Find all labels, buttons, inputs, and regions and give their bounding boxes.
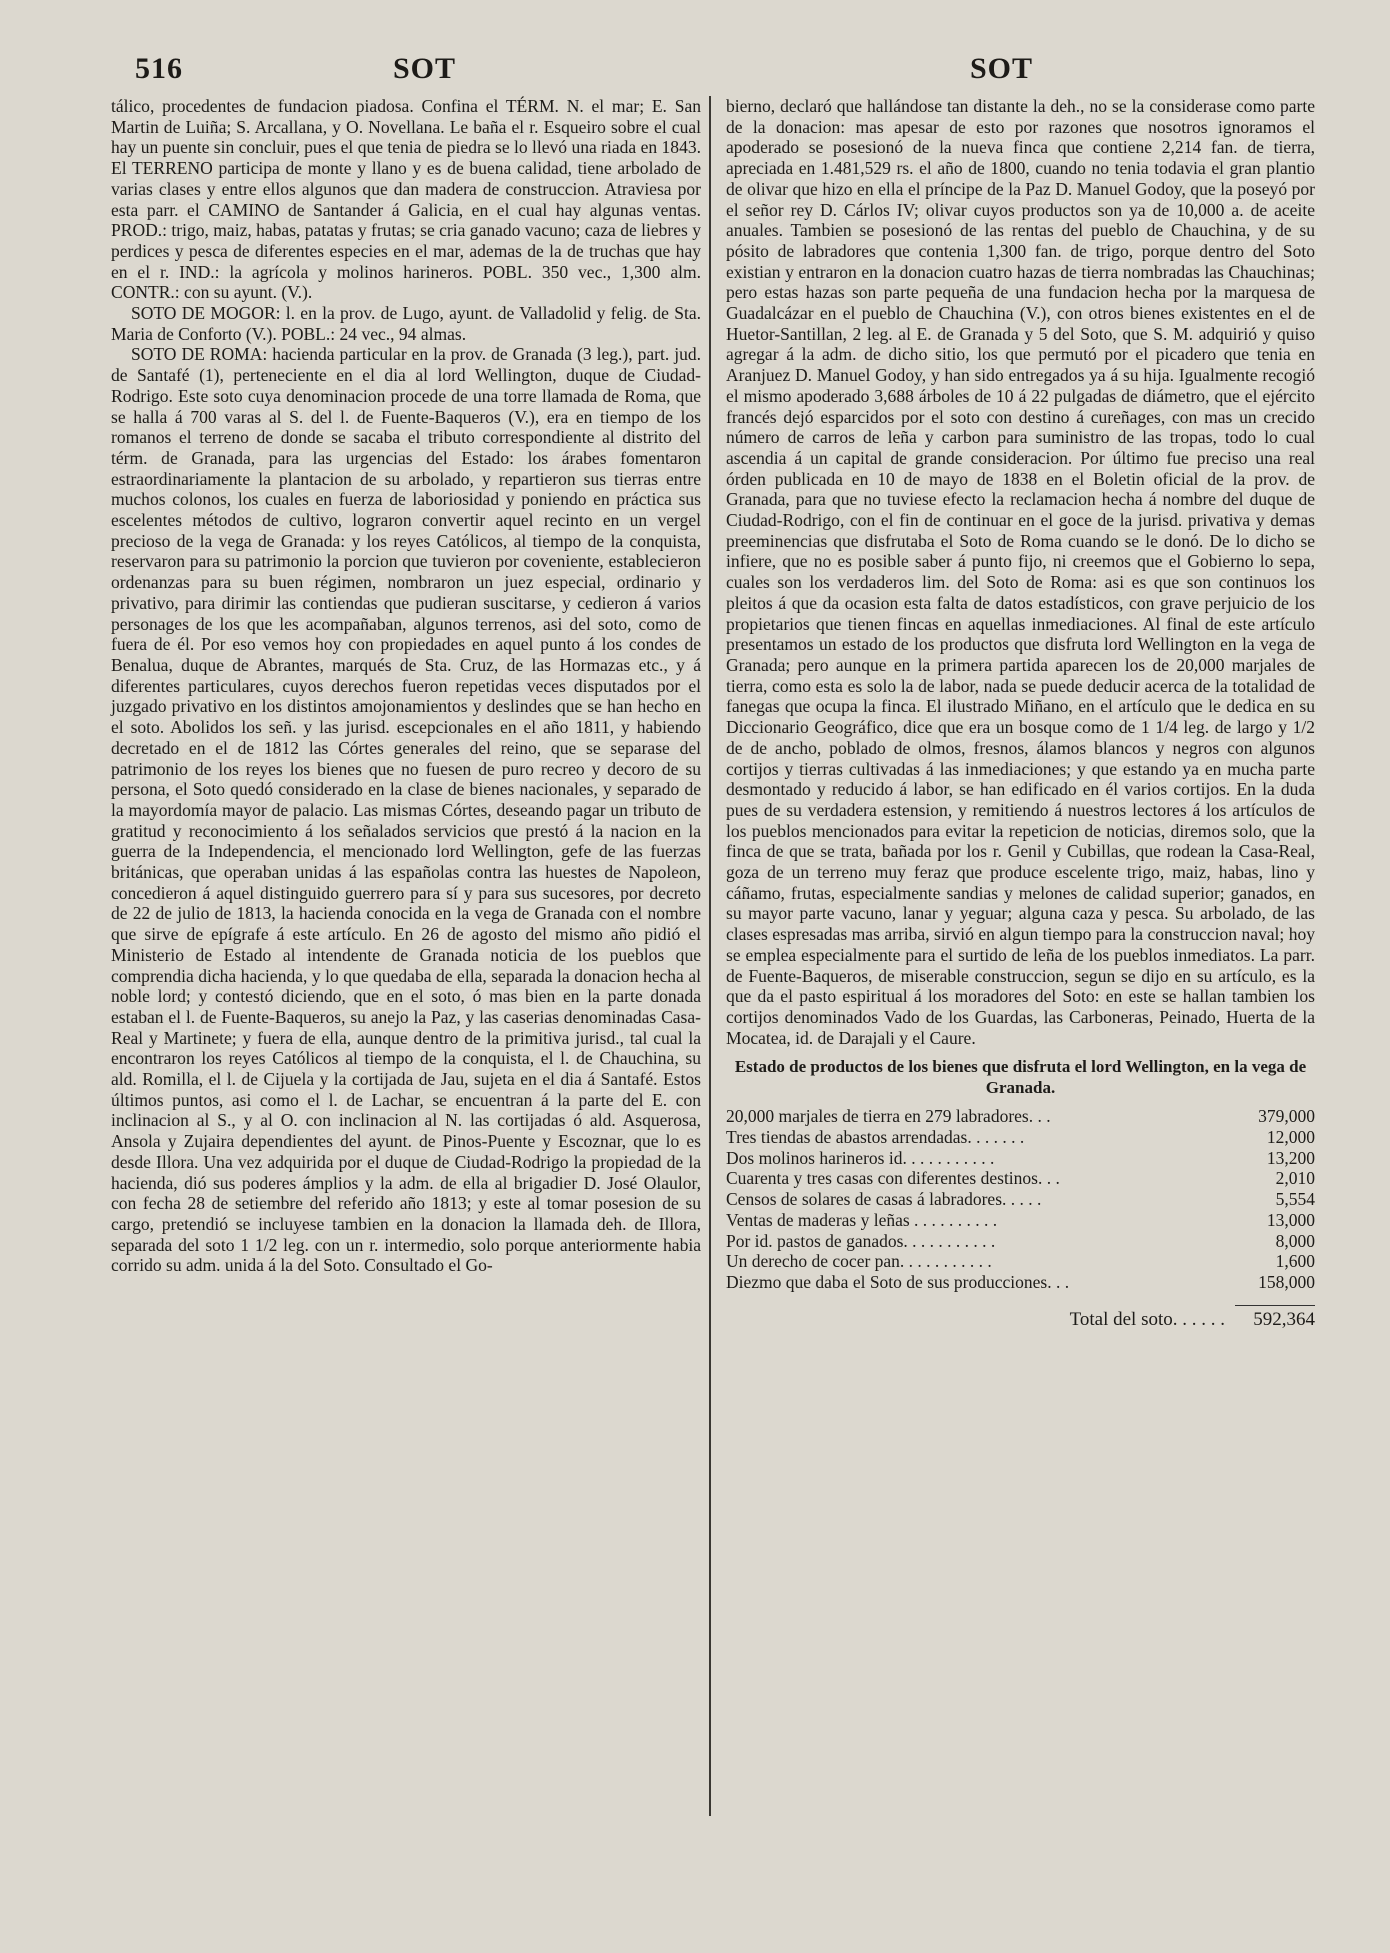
table-row-value: 1,600 <box>1275 1251 1315 1272</box>
table-row-value: 8,000 <box>1275 1230 1315 1251</box>
table-row <box>726 1272 1315 1293</box>
left-running-head: SOT <box>393 52 457 85</box>
table-row-label: Dos molinos harineros id. . . . . . . . . . . <box>726 1147 995 1168</box>
total-value: 592,364 <box>1235 1305 1315 1330</box>
products-table <box>726 1106 1315 1292</box>
table-row-label: 20,000 marjales de tierra en 279 labradores. . . <box>726 1106 1051 1127</box>
table-row <box>726 1231 1315 1252</box>
column-divider <box>709 96 711 1816</box>
table-row-label: Un derecho de cocer pan. . . . . . . . . . . <box>726 1251 992 1272</box>
total-row <box>726 1305 1315 1331</box>
table-row <box>726 1106 1315 1127</box>
table-row <box>726 1251 1315 1272</box>
table-row-value: 13,200 <box>1266 1147 1315 1168</box>
total-label: Total del soto. . . . . . <box>1069 1308 1225 1330</box>
table-row-value: 379,000 <box>1258 1106 1315 1127</box>
table-row-label: Tres tiendas de abastos arrendadas. . . . . . . <box>726 1127 1025 1148</box>
right-column <box>726 96 1315 1330</box>
table-row-label: Ventas de maderas y leñas . . . . . . . . . . <box>726 1209 998 1230</box>
left-column <box>111 96 701 1276</box>
paragraph-soto-de-roma-cont: bierno, declaró que hallándose tan distante la deh., no se la considerase como parte de la donacion: mas apesar de esto por razones que nosotros ignoramos el apoderado se posesionó de la nueva finca que contiene 2,214 fan. de tierra, apreciada en 1.481,529 rs. el año de 1800, cuando no tenia todavia el gran plantio de olivar que hizo en ella el príncipe de la Paz D. Manuel Godoy, que la poseyó por el señor rey D. Cárlos IV; olivar cuyos productos son ya de 10,000 a. de aceite anuales. Tambien se posesionó de las rentas del pueblo de Chauchina, y de su pósito de labradores que contenia 1,300 fan. de trigo, porque dentro del Soto existian y entraron en la donacion cuatro hazas de tierra nombradas las Chauchinas; pero estas hazas son parte pequeña de una fundacion hecha por la marquesa de Guadalcázar en el pueblo de Chauchina (V.), con otros bienes existentes en el de Huetor-Santillan, 2 leg. al E. de Granada y 5 del Soto, que S. M. adquirió y quiso agregar á la adm. de dicho sitio, los que permutó por el picadero que tenia en Aranjuez D. Manuel Godoy, y han sido entregados ya á su hija. Igualmente recogió el mismo apoderado 3,688 árboles de 10 á 22 pulgadas de diámetro, que el ejército francés dejó esparcidos por el soto con destino á cureñages, con mas un crecido número de carros de leña y carbon para suministro de las tropas, todo lo cual ascendia á un capital de grande consideracion. Por último fue preciso una real órden publicada en 10 de mayo de 1838 en el Boletin oficial de la prov. de Granada, para que no tuviese efecto la reclamacion hecha á nombre del duque de Ciudad-Rodrigo, con el fin de continuar en el goce de la jurisd. privativa y demas preeminencias que disfrutaba el Soto de Roma cuando se le donó. De lo dicho se infiere, que no es posible saber á punto fijo, ni creemos que el Gobierno lo sepa, cuales son los verdaderos lim. del Soto de Roma: asi es que son continuos los pleitos á que da ocasion esta falta de datos estadísticos, con grave perjuicio de los propietarios que tienen fincas en aquellas inmediaciones. Al final de este artículo presentamos un estado de los productos que disfruta lord Wellington en la vega de Granada; pero aunque en la primera partida aparecen los de 20,000 marjales de tierra, como esta es solo la de labor, nada se puede deducir acerca de la totalidad de fanegas que ocupa la finca. El ilustrado Miñano, en el artículo que le dedica en su Diccionario Geográfico, dice que era un bosque como de 1 1/4 leg. de largo y 1/2 de de ancho, poblado de olmos, fresnos, álamos blancos y negros con algunos cortijos y tierras cultivadas á las inmediaciones; y que estando ya en mucha parte desmontado y reducido á labor, se han edificado en él varios cortijos. En la duda pues de su verdadera estension, y remitiendo á nuestros lectores á los artículos de los pueblos mencionados para evitar la repeticion de noticias, diremos solo, que la finca de que se trata, bañada por los r. Genil y Cubillas, que rodean la Casa-Real, goza de un terreno muy feraz que produce escelente trigo, maiz, habas, lino y cáñamo, frutas, especialmente sandias y melones de calidad superior; ganados, en su mayor parte vacuno, lanar y yeguar; alguna caza y pesca. Su arbolado, de las clases espresadas mas arriba, sirvió en algun tiempo para la construccion naval; hoy se emplea especialmente para el surtido de leña de los pueblos inmediatos. La parr. de Fuente-Baqueros, de miserable construccion, segun se dijo en su artículo, es la que da el pasto espiritual á los moradores del Soto: en este se hallan tambien los cortijos denominados Vado de los Guardas, las Carboneras, Peinado, Huerta de la Mocatea, id. de Darajali y el Caure. <box>726 96 1315 1048</box>
table-row-label: Por id. pastos de ganados. . . . . . . . . . . <box>726 1230 996 1251</box>
paragraph-soto-end: tálico, procedentes de fundacion piadosa. Confina el TÉRM. N. el mar; E. San Martin de Luiña; S. Arcallana, y O. Novellana. Le baña el r. Esqueiro sobre el cual hay un puente sin concluir, pues el que tenia de piedra se lo llevó una riada en 1843. El TERRENO participa de monte y llano y es de buena calidad, tiene arbolado de varias clases y entre ellos algunos que dan madera de construccion. Atraviesa por esta parr. el CAMINO de Santander á Galicia, en el cual hay algunas ventas. PROD.: trigo, maiz, habas, patatas y frutas; se cria ganado vacuno; caza de liebres y perdices y pesca de diferentes especies en el mar, ademas de la de truchas que hay en el r. IND.: la agrícola y molinos harineros. POBL. 350 vec., 1,300 alm. CONTR.: con su ayunt. (V.). <box>111 96 702 303</box>
table-row-value: 2,010 <box>1275 1168 1315 1189</box>
table-row <box>726 1168 1315 1189</box>
page-number: 516 <box>135 52 183 85</box>
table-row-value: 5,554 <box>1275 1189 1315 1210</box>
paragraph-soto-de-roma: SOTO DE ROMA: hacienda particular en la prov. de Granada (3 leg.), part. jud. de Santafé (1), perteneciente en el dia al lord Wellington, duque de Ciudad-Rodrigo. Este soto cuya denominacion procede de una torre llamada de Roma, que se halla á 700 varas al S. del l. de Fuente-Baqueros (V.), era en tiempo de los romanos el terreno de donde se sacaba el tributo correspondiente al distrito del térm. de Granada, para las urgencias del Estado: los árabes fomentaron estraordinariamente la plantacion de su arbolado, y repartieron sus tierras entre muchos colonos, los cuales en fuerza de laboriosidad y poniendo en práctica sus escelentes métodos de cultivo, lograron convertir aquel recinto en un vergel precioso de la vega de Granada: y los reyes Católicos, al tiempo de la conquista, reservaron para su patrimonio la porcion que tuvieron por coveniente, establecieron ordenanzas para su buen régimen, nombraron un juez especial, ordinario y privativo, para dirimir las contiendas que pudieran suscitarse, y cedieron á varios personages de los que les acompañaban, algunos terrenos, asi del soto, como de fuera de él. Por eso vemos hoy con propiedades en aquel punto á los condes de Benalua, duque de Abrantes, marqués de Sta. Cruz, de las Hormazas etc., y á diferentes particulares, cuyos derechos fueron repetidas veces disputados por el juzgado privativo en los distintos amojonamientos y deslindes que se han hecho en el soto. Abolidos los señ. y las jurisd. escepcionales en el año 1811, y habiendo decretado en el de 1812 las Córtes generales del reino, que se separase del patrimonio de los reyes los bienes que no fuesen de puro recreo y decoro de su persona, el Soto quedó considerado en la clase de bienes nacionales, y separado de la mayordomía mayor de palacio. Las mismas Córtes, deseando pagar un tributo de gratitud y reconocimiento á los señalados servicios que prestó á la nacion en la guerra de la Independencia, el mencionado lord Wellington, gefe de las fuerzas británicas, que operaban unidas á las españolas contra las huestes de Napoleon, concedieron á aquel distinguido guerrero para sí y para sus sucesores, por decreto de 22 de julio de 1813, la hacienda conocida en la vega de Granada con el nombre que sirve de epígrafe á este artículo. En 26 de agosto del mismo año pidió el Ministerio de Estado al intendente de Granada noticia de los pueblos que comprendia dicha hacienda, y lo que quedaba de ella, separada la donacion hecha al noble lord; y contestó diciendo, que en el soto, ó mas bien en la parte donada estaban el l. de Fuente-Baqueros, su anejo la Paz, y las caserias denominadas Casa-Real y Martinete; y fuera de ella, aunque dentro de la primitiva jurisd., tal cual la encontraron los reyes Católicos al tiempo de la conquista, el l. de Chauchina, su ald. Romilla, el l. de Cijuela y la cortijada de Jau, sujeta en el dia á Santafé. Estos últimos puntos, asi como el l. de Lachar, se encuentran á la parte del E. con inclinacion al S., y al O. con inclinacion al N. las cortijadas ó ald. Asquerosa, Ansola y Zujaira dependientes del ayunt. de Pinos-Puente y Escoznar, que lo es desde Illora. Una vez adquirida por el duque de Ciudad-Rodrigo la propiedad de la hacienda, dió sus poderes ámplios y la adm. de ella al brigadier D. José Olaulor, con fecha 28 de setiembre del referido año 1813; y este al tomar posesion de su cargo, pretendió se incluyese tambien en la donacion la llamada deh. de Illora, separada del soto 1 1/2 leg. con un r. intermedio, solo porque anteriormente habia corrido su adm. unida á la del Soto. Consultado el Go- <box>111 344 701 1276</box>
table-row-label: Cuarenta y tres casas con diferentes destinos. . . <box>726 1168 1060 1189</box>
right-running-head: SOT <box>970 52 1034 85</box>
table-row <box>726 1127 1315 1148</box>
paragraph-soto-de-mogor: SOTO DE MOGOR: l. en la prov. de Lugo, ayunt. de Valladolid y felig. de Sta. Maria de Conforto (V.). POBL.: 24 vec., 94 almas. <box>111 303 701 344</box>
table-row <box>726 1210 1315 1231</box>
table-title: Estado de productos de los bienes que disfruta el lord Wellington, en la vega de Granada. <box>734 1057 1307 1098</box>
table-row-value: 13,000 <box>1266 1209 1315 1230</box>
table-row-label: Censos de solares de casas á labradores. . . . . <box>726 1189 1042 1210</box>
table-row-label: Diezmo que daba el Soto de sus producciones. . . <box>726 1271 1070 1292</box>
table-row-value: 158,000 <box>1258 1271 1315 1292</box>
table-row <box>726 1189 1315 1210</box>
table-row-value: 12,000 <box>1266 1127 1315 1148</box>
table-row <box>726 1148 1315 1169</box>
